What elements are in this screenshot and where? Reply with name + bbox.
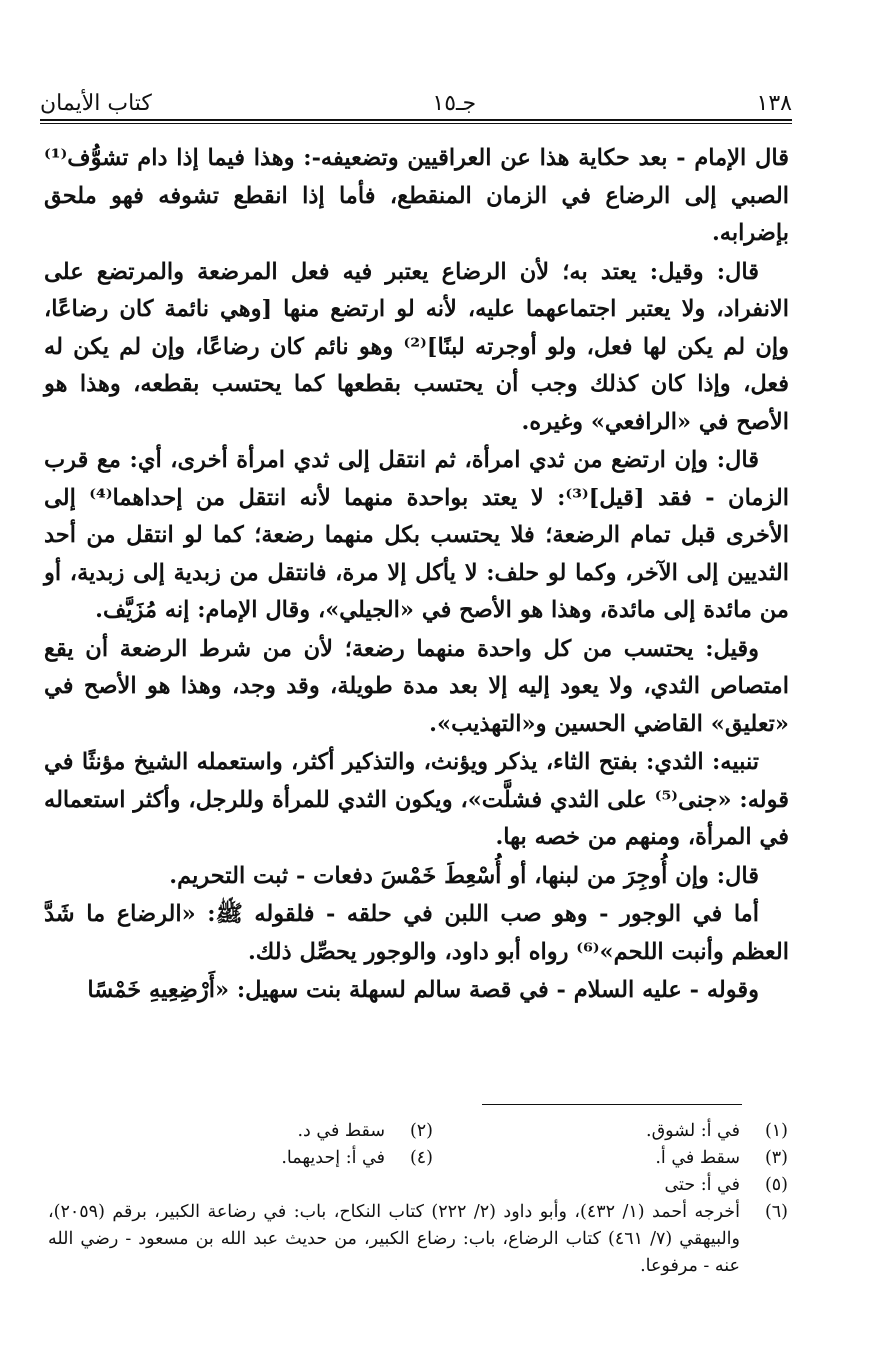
chapter-title: كتاب الأيمان [40, 91, 152, 116]
footnote-text: في أ: لشوق. [646, 1121, 740, 1141]
footnote-number: (٢) [409, 1121, 433, 1141]
footnote-6 [48, 1199, 788, 1280]
footnote-number: (٥) [764, 1175, 788, 1195]
footnote-5 [433, 1172, 788, 1199]
footnote-number: (٤) [409, 1148, 433, 1168]
header-rule-thin [40, 123, 792, 124]
paragraph-8: وقوله - عليه السلام - في قصة سالم لسهلة بنت سهيل: «أَرْضِعِيهِ خَمْسًا [87, 977, 759, 1003]
header-rule-thick [40, 119, 792, 121]
footnote-text: أخرجه أحمد (١/ ٤٣٢)، وأبو داود (٢/ ٢٢٢) كتاب النكاح، باب: في رضاعة الكبير، برقم (٢٠٥٩)، والبيهقي (٧/ ٤٦١) كتاب الرضاع، باب: رضاع الكبير، من حديث عبد الله بن مسعود - رضي الله عنه - مرفوعا. [48, 1202, 740, 1276]
paragraph-2: قال: وقيل: يعتد به؛ لأن الرضاع يعتبر فيه فعل المرضعة والمرتضع على الانفراد، ولا يعتبر اجتماعهما عليه، لأنه لو ارتضع منها [وهي نائمة كان رضاعًا، وإن لم يكن لها فعل، ولو أوجرته لبنًا]⁽²⁾ وهو نائم كان رضاعًا، وإن لم يكن له فعل، وإذا كان كذلك وجب أن يحتسب بقطعها كما يحتسب بقطعه، وهذا هو الأصح في «الرافعي» وغيره. [44, 258, 790, 435]
footnote-row [48, 1145, 788, 1172]
footnote-3 [433, 1145, 788, 1172]
paragraph-1: قال الإمام - بعد حكاية هذا عن العراقيين وتضعيفه-: وهذا فيما إذا دام تشوُّف⁽¹⁾ الصبي إلى الرضاع في الزمان المنقطع، فأما إذا انقطع تشوفه فهو ملحق بإضرابه. [44, 145, 789, 246]
footnote-separator [482, 1104, 742, 1105]
footnote-text: في أ: حتى [664, 1175, 740, 1195]
footnote-number: (١) [764, 1121, 788, 1141]
volume-label: جـ١٥ [432, 91, 477, 116]
footnote-1 [433, 1118, 788, 1145]
footnote-2 [78, 1118, 433, 1145]
footnotes [48, 1118, 788, 1280]
footnote-text: في أ: إحديهما. [281, 1148, 385, 1168]
footnote-4 [78, 1145, 433, 1172]
paragraph-7: أما في الوجور - وهو صب اللبن في حلقه - فلقوله ﷺ: «الرضاع ما شَدَّ العظم وأنبت اللحم»⁽⁶⁾ رواه أبو داود، والوجور يحصِّل ذلك. [44, 901, 789, 965]
footnote-row [48, 1118, 788, 1145]
footnote-text: سقط في أ. [655, 1148, 740, 1168]
paragraph-5: تنبيه: الثدي: بفتح الثاء، يذكر ويؤنث، والتذكير أكثر، واستعمله الشيخ مؤنثًا في قوله: «جنى⁽⁵⁾ على الثدي فشلَّت»، ويكون الثدي للمرأة وللرجل، وأكثر استعماله في المرأة، ومنهم من خصه بها. [44, 749, 789, 850]
paragraph-6: قال: وإن أُوجِرَ من لبنها، أو أُسْعِطَ خَمْسَ دفعات - ثبت التحريم. [169, 862, 759, 889]
footnote-number: (٦) [764, 1202, 788, 1222]
footnote-text: سقط في د. [297, 1121, 385, 1141]
running-header [40, 82, 792, 116]
footnote-number: (٣) [764, 1148, 788, 1168]
paragraph-4: وقيل: يحتسب من كل واحدة منهما رضعة؛ لأن من شرط الرضعة أن يقع امتصاص الثدي، ولا يعود إليه إلا بعد مدة طويلة، وقد وجد، وهذا هو الأصح في «تعليق» القاضي الحسين و«التهذيب». [44, 635, 789, 737]
paragraph-3: قال: وإن ارتضع من ثدي امرأة، ثم انتقل إلى ثدي امرأة أخرى، أي: مع قرب الزمان - فقد [قيل]⁽³⁾: لا يعتد بواحدة منهما لأنه انتقل من إحداهما⁽⁴⁾ إلى الأخرى قبل تمام الرضعة؛ فلا يحتسب بكل منهما رضعة؛ كما لو انتقل من أحد الثديين إلى الآخر، وكما لو حلف: لا يأكل إلا مرة، فانتقل من زبدية إلى زبدية، أو من مائدة إلى مائدة، وهذا هو الأصح في «الجيلي»، وقال الإمام: إنه مُزَيَّف. [44, 447, 789, 623]
main-text [44, 140, 789, 1010]
page-number: ١٣٨ [756, 91, 792, 116]
footnote-row [48, 1172, 788, 1199]
